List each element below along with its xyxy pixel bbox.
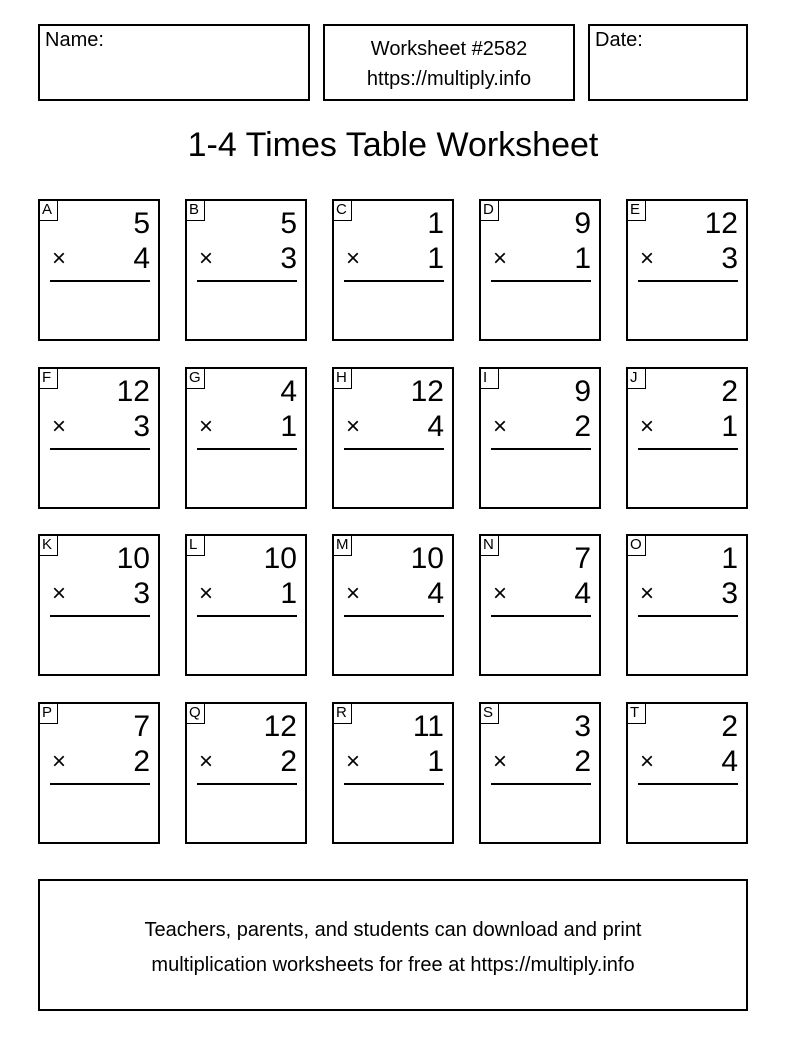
answer-line (638, 783, 738, 785)
multiplier: 4 (721, 744, 738, 778)
multiplier: 1 (280, 577, 297, 610)
times-icon: × (346, 747, 361, 775)
name-label: Name: (45, 29, 104, 51)
times-icon: × (640, 245, 655, 272)
problem-letter: S (479, 702, 499, 724)
answer-line (50, 280, 150, 282)
multiplicand: 11 (412, 709, 444, 743)
multiplier: 3 (280, 242, 297, 275)
problem-letter: J (626, 367, 646, 389)
times-icon: × (493, 580, 508, 607)
times-icon: × (199, 747, 214, 775)
problem-card-o[interactable] (626, 534, 748, 676)
answer-line (197, 783, 297, 785)
multiplicand: 10 (410, 542, 444, 575)
problem-card-n[interactable] (479, 534, 601, 676)
answer-line (491, 448, 591, 450)
times-icon: × (199, 580, 214, 607)
times-icon: × (199, 245, 214, 272)
answer-line (50, 615, 150, 617)
multiplier: 1 (721, 409, 738, 443)
multiplicand: 3 (574, 709, 591, 743)
multiplicand: 10 (263, 542, 297, 575)
answer-line (50, 783, 150, 785)
times-icon: × (493, 747, 508, 775)
multiplicand: 10 (116, 542, 150, 575)
problem-letter: G (185, 367, 205, 389)
problem-letter: F (38, 367, 58, 389)
multiplier: 3 (133, 409, 150, 443)
answer-line (50, 448, 150, 450)
times-icon: × (640, 747, 655, 775)
times-icon: × (640, 412, 655, 440)
footer-box (38, 879, 748, 1011)
multiplier: 2 (133, 744, 150, 778)
answer-line (638, 448, 738, 450)
name-field-box[interactable] (38, 24, 310, 101)
multiplicand: 7 (133, 709, 150, 743)
problem-card-q[interactable] (185, 702, 307, 844)
multiplicand: 9 (574, 207, 591, 240)
page-title: 1-4 Times Table Worksheet (187, 126, 599, 164)
date-field-box[interactable] (588, 24, 748, 101)
multiplier: 1 (427, 744, 444, 778)
problem-letter: Q (185, 702, 205, 724)
problem-card-b[interactable] (185, 199, 307, 341)
multiplier: 3 (721, 242, 738, 275)
problem-card-s[interactable] (479, 702, 601, 844)
problem-card-k[interactable] (38, 534, 160, 676)
problem-letter: C (332, 199, 352, 221)
problem-letter: N (479, 534, 499, 556)
multiplicand: 7 (574, 542, 591, 575)
multiplier: 4 (574, 577, 591, 610)
multiplicand: 1 (721, 542, 738, 575)
multiplier: 4 (427, 577, 444, 610)
problem-card-t[interactable] (626, 702, 748, 844)
multiplier: 4 (427, 409, 444, 443)
answer-line (197, 280, 297, 282)
date-label: Date: (595, 29, 643, 51)
multiplicand: 2 (721, 374, 738, 408)
problem-card-c[interactable] (332, 199, 454, 341)
times-icon: × (52, 245, 67, 272)
problem-card-f[interactable] (38, 367, 160, 509)
multiplicand: 9 (574, 374, 591, 408)
multiplicand: 12 (704, 207, 738, 240)
answer-line (638, 615, 738, 617)
problem-card-g[interactable] (185, 367, 307, 509)
problem-letter: I (479, 367, 499, 389)
problem-card-m[interactable] (332, 534, 454, 676)
problem-letter: M (332, 534, 352, 556)
problem-card-h[interactable] (332, 367, 454, 509)
times-icon: × (493, 245, 508, 272)
answer-line (197, 615, 297, 617)
multiplier: 2 (280, 744, 297, 778)
answer-line (491, 615, 591, 617)
problem-letter: E (626, 199, 646, 221)
problem-card-a[interactable] (38, 199, 160, 341)
multiplier: 1 (280, 409, 297, 443)
problem-letter: T (626, 702, 646, 724)
footer-line-1: Teachers, parents, and students can download and print (144, 919, 642, 941)
answer-line (344, 615, 444, 617)
answer-line (344, 783, 444, 785)
multiplicand: 12 (410, 374, 444, 408)
multiplicand: 4 (280, 374, 297, 408)
problem-card-j[interactable] (626, 367, 748, 509)
answer-line (638, 280, 738, 282)
answer-line (197, 448, 297, 450)
times-icon: × (52, 747, 67, 775)
multiplier: 3 (133, 577, 150, 610)
worksheet-info-box (323, 24, 575, 101)
multiplier: 3 (721, 577, 738, 610)
problem-card-e[interactable] (626, 199, 748, 341)
problem-card-i[interactable] (479, 367, 601, 509)
problem-card-l[interactable] (185, 534, 307, 676)
problem-letter: B (185, 199, 205, 221)
problem-letter: R (332, 702, 352, 724)
answer-line (491, 783, 591, 785)
multiplicand: 1 (427, 207, 444, 240)
problem-letter: L (185, 534, 205, 556)
problem-card-p[interactable] (38, 702, 160, 844)
problem-letter: K (38, 534, 58, 556)
multiplier: 2 (574, 409, 591, 443)
answer-line (344, 448, 444, 450)
problem-letter: P (38, 702, 58, 724)
times-icon: × (199, 412, 214, 440)
worksheet-number: Worksheet #2582 (370, 38, 528, 60)
times-icon: × (640, 580, 655, 607)
answer-line (491, 280, 591, 282)
times-icon: × (52, 580, 67, 607)
problem-card-r[interactable] (332, 702, 454, 844)
times-icon: × (346, 245, 361, 272)
multiplicand: 5 (280, 207, 297, 240)
times-icon: × (346, 412, 361, 440)
multiplicand: 12 (116, 374, 150, 408)
times-icon: × (493, 412, 508, 440)
problem-letter: H (332, 367, 352, 389)
multiplicand: 12 (263, 709, 297, 743)
multiplier: 4 (133, 242, 150, 275)
site-url: https://multiply.info (366, 68, 532, 90)
multiplier: 1 (427, 242, 444, 275)
multiplicand: 5 (133, 207, 150, 240)
answer-line (344, 280, 444, 282)
problem-letter: D (479, 199, 499, 221)
problem-letter: A (38, 199, 58, 221)
times-icon: × (346, 580, 361, 607)
problem-letter: O (626, 534, 646, 556)
problem-card-d[interactable] (479, 199, 601, 341)
footer-line-2: multiplication worksheets for free at https://multiply.info (151, 954, 635, 976)
times-icon: × (52, 412, 67, 440)
multiplier: 2 (574, 744, 591, 778)
multiplicand: 2 (721, 709, 738, 743)
multiplier: 1 (574, 242, 591, 275)
